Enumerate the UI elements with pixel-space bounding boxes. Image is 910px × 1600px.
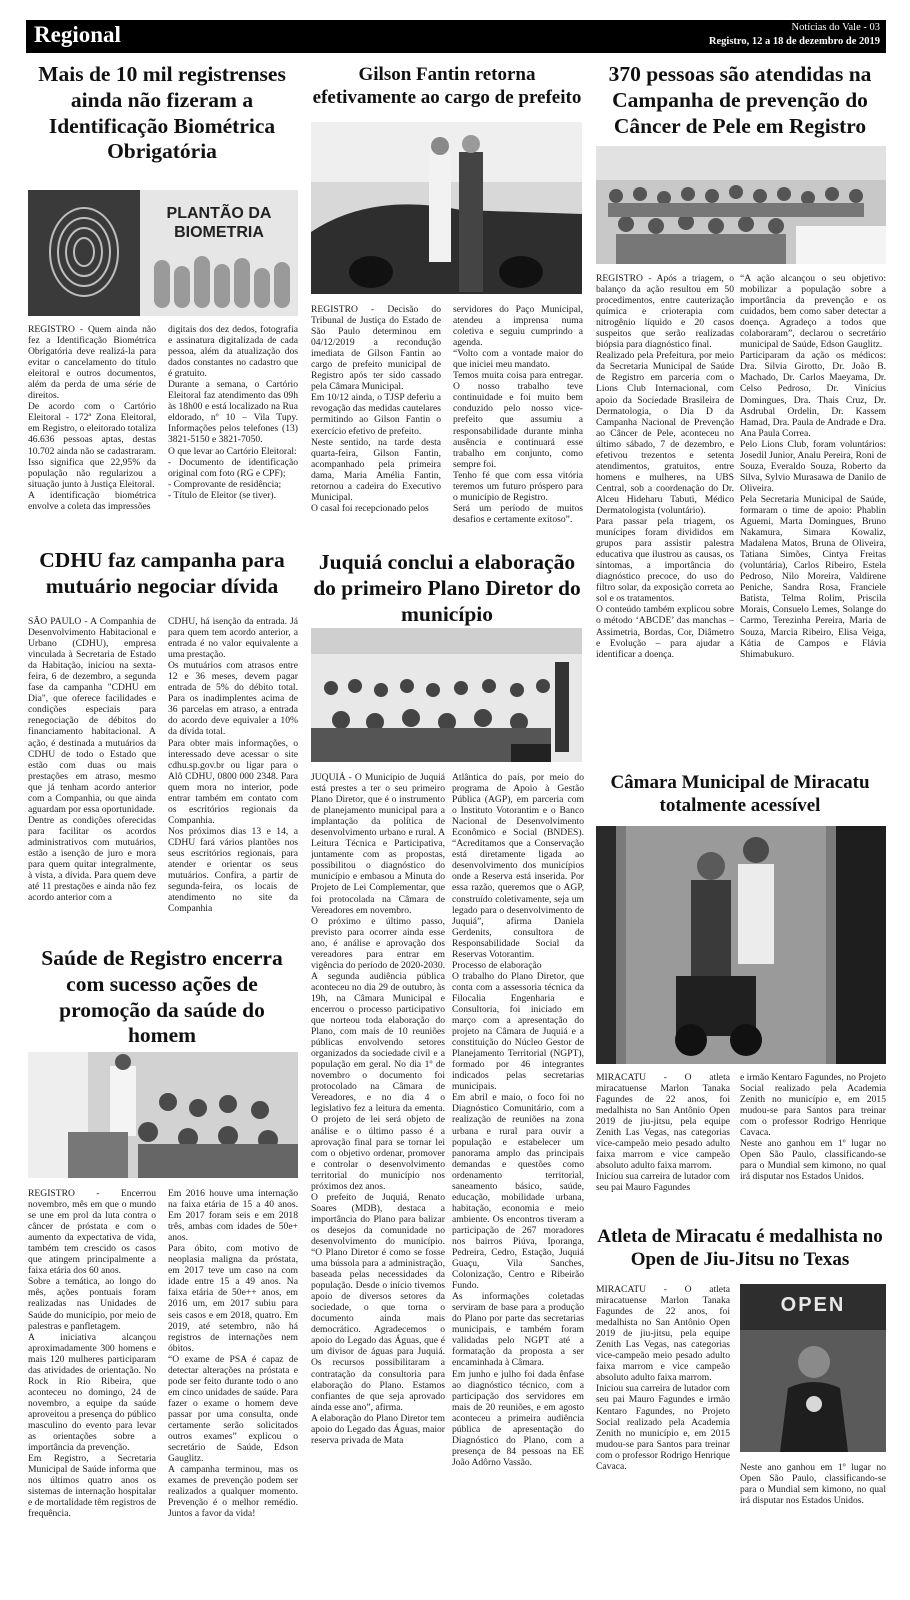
paragraph: Nos próximos dias 13 e 14, a CDHU fará vários plantões nos seus escritórios regionais, para atender e orientar os seus mutuários. Confira, a partir de segunda-feira, os locais de atendimento no site da Companhia [168,825,298,915]
article-column-1 [28,1188,156,1570]
paragraph: - Comprovante de residência; [168,478,282,490]
paragraph: REGISTRO - Encerrou novembro, mês em que o mundo se une em prol da luta contra o câncer de próstata e com o aumento da expectativa de vida, também tem crescido os casos que atingem principalmente a faixa etária dos 60 anos. [28,1188,156,1277]
paragraph: “O exame de PSA é capaz de detectar alterações na próstata e pode ser feito durante todo o ano em cinco unidades de saúde. Para fazer o exame o homem deve passar por uma consulta, onde certamente serão solicitados outros exames” explicou o secretário de Saúde, Edson Gauglitz. [168,1353,298,1465]
article-column-2 [168,324,298,540]
headline: CDHU faz campanha para mutuário negociar dívida [39,548,285,598]
paragraph: Será um período de muitos desafios e certamente exitoso”. [453,502,583,525]
paper-name-page: Notícias do Vale - 03 [791,22,880,33]
photo-saude-homem [28,1052,298,1178]
photo-caption-plantao: PLANTÃO DA BIOMETRIA [166,205,272,241]
paragraph: Iniciou sua carreira de lutador com seu pai Mauro Fagundes [596,1171,730,1194]
paragraph: A iniciativa alcançou aproximadamente 300 homens e mais 120 mulheres participaram das atividades de orientação. No Rock in Rio Ribeira, que aconteceu no domingo, 24 de novembro, a equipe da saúde aproveitou a presença do público masculino do evento para levar as orientações sobre a importância da prevenção. [28,1331,156,1454]
article-column-1 [596,1072,730,1218]
paragraph: O que levar ao Cartório Eleitoral: [168,445,297,457]
article-column-1 [28,324,156,540]
paragraph: Temos muita coisa para entregar. O nosso trabalho teve continuidade e foi muito bem conduzido pelo nosso vice-prefeito que assumiu a responsabilidade durante minha ausência e continuará esse trabalho em conjunto, como sempre foi. [453,370,583,470]
photo-juquia [311,628,582,762]
article-column-1 [596,273,734,763]
paragraph: REGISTRO - Quem ainda não fez a Identificação Biométrica Obrigatória deve realizá-la para evitar o cancelamento do título eleitoral e outros documentos, além da perda de uma série de direitos. [28,324,156,402]
headline: 370 pessoas são atendidas na Campanha de prevenção do Câncer de Pele em Registro [608,62,872,138]
photo-banner-open: OPEN [780,1294,846,1316]
paragraph: Processo de elaboração [452,959,542,971]
paragraph: Dentre as condições oferecidas para facilitar os acordos administrativos com mutuários, estão a isenção de juro e mora para quem quitar integralmente, à vista, a dívida. Para quem deve até 11 prestações e ainda não fez acordo anterior com a [28,814,156,904]
article-column-2 [740,273,886,763]
paragraph: A segunda audiência pública aconteceu no dia 29 de outubro, às 19h, na Câmara Municipal e encerrou o processo participativo que norteou toda elaboração do Plano, com mais de 10 reuniões públicas envolvendo setores organizados da sociedade civil e a população em geral. No dia 1º de novembro o documento foi protocolado na Câmara de Vereadores, e no dia 4 o legislativo fez a leitura da ementa. O projeto de lei será objeto de análise e o último passo é a aprovação final para se tornar lei com o objetivo ordenar, promover e controlar o desenvolvimento territorial do município nos próximos dez anos. [311,970,445,1192]
article-column-2 [740,1462,886,1570]
photo-biometria [28,190,298,316]
article-column-2 [453,304,583,542]
paragraph: Para obter mais informações, o interessado deve acessar o site cdhu.sp.gov.br ou ligar para o Alô CDHU, 0800 000 2348. Para quem mora no interior, pode entrar também em contato com os escritórios regionais da Companhia. [168,737,298,826]
paragraph: CDHU, há isenção da entrada. Já para quem tem acordo anterior, a entrada é no valor equivalente a uma prestação. [168,616,298,661]
paragraph: REGISTRO - Decisão do Tribunal de Justiça do Estado de São Paulo determinou em 04/12/2019 a recondução imediata de Gilson Fantin ao cargo de prefeito municipal de Registro após ter sido cassado pela Câmara Municipal. [311,304,441,393]
paragraph: Sobre a temática, ao longo do mês, ações pontuais foram realizadas nas Unidades de Saúde do município, por meio de palestras e panfletagem. [28,1276,156,1332]
headline: Mais de 10 mil registrenses ainda não fizeram a Identificação Biométrica Obrigatória [38,62,286,164]
paragraph: Durante a semana, o Cartório Eleitoral faz atendimento das 09h às 18h00 e está localizado na Rua eldorado, nº 10 – Vila Tupy. Informações pelos telefones (13) 3821-5150 e 3821-7050. [168,379,298,446]
edition-date: Registro, 12 a 18 de dezembro de 2019 [708,36,880,47]
paragraph: O próximo e último passo, previsto para ocorrer ainda esse ano, é análise e aprovação dos vereadores para entrar em vigência do período de 2020-2030. [311,915,445,971]
article-column-1 [28,616,156,942]
headline: Atleta de Miracatu é medalhista no Open de Jiu-Jitsu no Texas [597,1226,883,1270]
headline: Câmara Municipal de Miracatu totalmente acessível [610,772,870,816]
paragraph: A identificação biométrica envolve a coleta das impressões [28,489,156,512]
photo-camara-miracatu [596,826,886,1064]
article-column-2 [452,772,584,1568]
photo-gilson [311,122,582,294]
paragraph: A campanha terminou, mas os exames de prevenção podem ser realizados a qualquer momento. Prevenção é o melhor remédio. Juntos a favor da vida! [168,1464,298,1520]
paragraph: Para passar pela triagem, os munícipes foram divididos em grupos para assistir palestra educativa que ilustrou as causas, os sintomas, a importância do diagnóstico precoce, do uso do filtro solar, da exposição correta ao sol e os tratamentos. [596,516,734,605]
article-column-1 [311,304,441,542]
paragraph: Em Registro, a Secretaria Municipal de Saúde informa que nos últimos quatro anos os sistemas de internação hospitalar e de mortalidade têm registros de frequência. [28,1453,156,1520]
paragraph: Pelo Lions Club, foram voluntários: Josedil Junior, Analu Pereira, Roni de Souza, Everaldo Souza, Roberto da Silva, Sylvio Murasawa de Danilo de Oliveira. [740,438,886,494]
paragraph: - Documento de identificação original com foto (RG e CPF); [168,456,298,479]
photo-cancer-pele [596,146,886,264]
paragraph: MIRACATU - O atleta miracatuense Marlon Tanaka Fagundes de 22 anos, foi medalhista no San Antônio Open 2019 de jiu-jitsu, pela equipe Zenith Las Vegas, nas categorias vice-campeão meio pesado adulto faixa marrom e vice campeão absoluto adulto faixa marrom. [596,1284,730,1384]
paragraph: digitais dos dez dedos, fotografia e assinatura digitalizada de cada pessoa, além da atualização dos dados constantes no cadastro que é gratuito. [168,324,298,380]
article-column-1 [596,1284,730,1570]
article-column-1 [311,772,445,1568]
paragraph: REGISTRO - Após a triagem, o balanço da ação resultou em 50 procedimentos, entre cauterização química e crioterapia com nitrogênio líquido e 20 casos suspeitos que serão realizadas biópsia para diagnóstico final. [596,273,734,351]
paragraph: Em abril e maio, o foco foi no Diagnóstico Comunitário, com a realização de reuniões na zona urbana e rural para ouvir a população e estabelecer um panorama amplo das principais demandas e questões como ordenamento territorial, saneamento básico, saúde, educação, mobilidade urbana, habitação, economia e meio ambiente. Os encontros tiveram a participação de 267 moradores nos bairros Piúva, Iporanga, Pedreira, Cedro, Estação, Juquiá Guaçu, Vila Sanches, Colonização, Centro e Ribeirão Fundo. [452,1092,584,1292]
paragraph: O casal foi recepcionado pelos [311,502,429,514]
paragraph: Em 10/12 ainda, o TJSP deferiu a revogação das medidas cautelares permitindo ao Gilson Fantin o exercício efetivo de prefeito. [311,392,441,437]
headline: Gilson Fantin retorna efetivamente ao cargo de prefeito [312,64,582,108]
paragraph: JUQUIÁ - O Município de Juquiá está prestes a ter o seu primeiro Plano Diretor, que é o instrumento de planejamento municipal para a implantação da política de desenvolvimento urbano e rural. A Leitura Técnica e Participativa, juntamente com as propostas, possibilitou o diagnóstico do município e embasou a Minuta do Projeto de Lei Complementar, que foi protocolada na Câmara de Vereadores em novembro. [311,772,445,916]
section-title: Regional [34,22,121,47]
paragraph: “Volto com a vontade maior do que iniciei meu mandato. [453,348,583,371]
paragraph: A elaboração do Plano Diretor tem apoio do Legado das Águas, maior reserva privada de Mata [311,1412,445,1446]
paragraph: Em 2016 houve uma internação na faixa etária de 15 a 40 anos. Em 2017 foram seis e em 2018 três, ambas com idades de 50e+ anos. [168,1188,298,1244]
paragraph: Iniciou sua carreira de lutador com seu pai Mauro Fagundes e irmão Kentaro Fagundes, no Projeto Social realizado pela Academia Zenith no município e, em 2015 mudou-se para Santos para treinar com o professor Rodrigo Henrique Cavaca. [596,1383,730,1472]
paragraph: - Título de Eleitor (se tiver). [168,489,276,501]
headline: Saúde de Registro encerra com sucesso ações de promoção da saúde do homem [41,946,283,1048]
paragraph: O prefeito de Juquiá, Renato Soares (MDB), destaca a importância do Plano para balizar os desejos da comunidade no desenvolvimento do município. “O Plano Diretor é como se fosse uma bússola para a administração, baseada pelas necessidades da população. Desde o início tivemos apoio de diversos setores da sociedade, o que torna o documento ainda mais democrático. Agradecemos o apoio do Legado das Águas, que é um divisor de águas para Juquiá. Os recursos possibilitaram a contratação da consultoria para elaboração do Plano. Estamos confiantes de que seja aprovado ainda esse ano”, afirma. [311,1191,445,1413]
paragraph: Participaram da ação os médicos: Dra. Silvia Girotto, Dr. João B. Machado, Dr. Carlos Maeyama, Dr. Celso Pedroso, Dr. Vinícius Domingues, Dra. Thais Cruz, Dr. Asdrubal Ordelin, Dr. Kassem Hamad, Dra. Paula de Andrade e Dra. Ana Paula Correa. [740,350,886,439]
paragraph: Neste ano ganhou em 1º lugar no Open São Paulo, classificando-se para o Mundial sem kimono, no qual irá disputar nos Estados Unidos. [740,1138,886,1183]
masthead [26,20,886,53]
paragraph: De acordo com o Cartório Eleitoral - 172ª Zona Eleitoral, em Registro, o eleitorado totaliza 46.636 pessoas aptas, destas 10.702 ainda não se cadastraram. Isso significa que 22,95% da população não regularizou a situação junto à Justiça Eleitoral. [28,401,156,490]
paragraph: Neste ano ganhou em 1º lugar no Open São Paulo, classificando-se para o Mundial sem kimono, no qual irá disputar nos Estados Unidos. [740,1462,886,1507]
paragraph: Em junho e julho foi dada ênfase ao diagnóstico técnico, com a participação dos servidores em mais de 20 reuniões, e em agosto aconteceu a primeira audiência pública de apresentação do Diagnóstico do Plano, com a presença de 84 pessoas na EE João Adôrno Vassão. [452,1368,584,1468]
paragraph: O conteúdo também explicou sobre o método ‘ABCDE’ das manchas – Assimetria, Bordas, Cor, Diâmetro e Evolução – para ajudar a identificar a doença. [596,604,734,660]
paragraph: MIRACATU - O atleta miracatuense Marlon Tanaka Fagundes de 22 anos, foi medalhista no San Antônio Open 2019 de jiu-jitsu, pela equipe Zenith Las Vegas, nas categorias vice-campeão meio pesado adulto faixa marrom e vice campeão absoluto adulto faixa marrom. [596,1072,730,1172]
paragraph: Os mutuários com atrasos entre 12 e 36 meses, devem pagar entrada de 5% do débito total. Para os inadimplentes acima de 36 parcelas em atraso, a entrada do acordo deve equivaler a 10% da dívida total. [168,660,298,738]
photo-atleta-miracatu [740,1284,886,1452]
paragraph: As informações coletadas serviram de base para a produção do Plano por parte das secretarias municipais, e também foram validadas pelo NGPT até a formatação da proposta a ser encaminhada à Câmara. [452,1291,584,1369]
paragraph: SÃO PAULO - A Companhia de Desenvolvimento Habitacional e Urbano (CDHU), empresa vinculada à Secretaria de Estado da Habitação, iniciou na sexta-feira, 6 de dezembro, a segunda fase da campanha "CDHU em Dia", que oferece facilidades e condições especiais para renegociação de débitos do financiamento habitacional. A ação, é destinada a mutuários da CDHU de todo o Estado que estão com duas ou mais prestações em atraso, mesmo que já tenham acordo anterior com a Companhia, ou que ainda aguardam por essa oportunidade. [28,616,156,815]
headline: Juquiá conclui a elaboração do primeiro Plano Diretor do município [313,550,581,626]
paragraph: Realizado pela Prefeitura, por meio da Secretaria Municipal de Saúde de Registro em parceria com o Lions Club Internacional, com apoio da Sociedade Brasileira de Dermatologia, o Dia D da Campanha Nacional de Prevenção ao Câncer de Pele, aconteceu no último sábado, 7 de dezembro, e efetivou trezentos e setenta atendimentos, gratuitos, entre homens e mulheres, na UBS Central, sob a coordenação do Dr. Alceu Hideharu Tabuti, Médico Dermatologista (voluntário). [596,350,734,516]
paragraph: “A ação alcançou o seu objetivo: mobilizar a população sobre a importância da prevenção e os cuidados, bem como saber detectar a doença. Agradeço a todos que colaboraram”, declarou o secretário municipal de Saúde, Edson Gauglitz. [740,273,886,351]
paragraph: Atlântica do país, por meio do programa de Apoio à Gestão Pública (AGP), em parceria com o Instituto Votorantim e o Banco Nacional de Desenvolvimento Econômico e Social (BNDES). “Acreditamos que a Conservação está diretamente ligada ao desenvolvimento dos municípios onde a Reserva está inserida. Por essa razão, queremos que o AGP, construído coletivamente, seja um legado para o desenvolvimento de Juquiá”, afirma Daniela Gerdenits, consultora de Responsabilidade Social da Reservas Votorantim. [452,772,584,960]
paragraph: Tenho fé que com essa vitória teremos um futuro próspero para o município de Registro. [453,469,583,503]
paragraph: e irmão Kentaro Fagundes, no Projeto Social realizado pela Academia Zenith no município e, em 2015 mudou-se para Santos para treinar com o professor Rodrigo Henrique Cavaca. [740,1072,886,1139]
paragraph: Pela Secretaria Municipal de Saúde, formaram o time de apoio: Phablin Aguemi, Marta Domingues, Bruno Nakamura, Simara Kowaliz, Madalena Matos, Bruna de Oliveira, Tatiana Simões, Cintya Freitas (voluntária), Carlos Ribeiro, Estela Pedroso, Nilo Moreira, Valdirene Peniche, Sandra Rosa, Franciele Batista, Telma Rolim, Priscila Morais, Consuelo Lemes, Solange do Carmo, Terezinha Pereira, Maria de Souza, Marcia Ribeiro, Elisa Veiga, Kátia de Campos e Flávia Shimabukuro. [740,493,886,660]
article-column-2 [740,1072,886,1218]
paragraph: Neste sentido, na tarde desta quarta-feira, Gilson Fantin, acompanhado pela primeira dama, Maria Amélia Fantin, retornou a cadeira do Executivo Municipal. [311,436,441,503]
paragraph: servidores do Paço Municipal, atendeu a imprensa numa coletiva e seguiu cumprindo a agenda. [453,304,583,349]
paragraph: Para óbito, com motivo de neoplasia maligna da próstata, em 2017 teve um caso na com idade entre 15 a 49 anos. Na faixa etária de 50e++ anos, em 2016 um, em 2017 subiu para seis casos e em 2018, quatro. Em 2019, até setembro, não há registros de internações nem óbitos. [168,1243,298,1354]
paragraph: O trabalho do Plano Diretor, que conta com a assessoria técnica da Filocalia Engenharia e Consultoria, foi iniciado em março com a apresentação do projeto na Câmara de Juquiá e a constituição do Núcleo Gestor de Planejamento Territorial (NGPT), formado por 46 integrantes indicados pelas secretarias municipais. [452,970,584,1093]
article-column-2 [168,616,298,942]
article-column-2 [168,1188,298,1570]
